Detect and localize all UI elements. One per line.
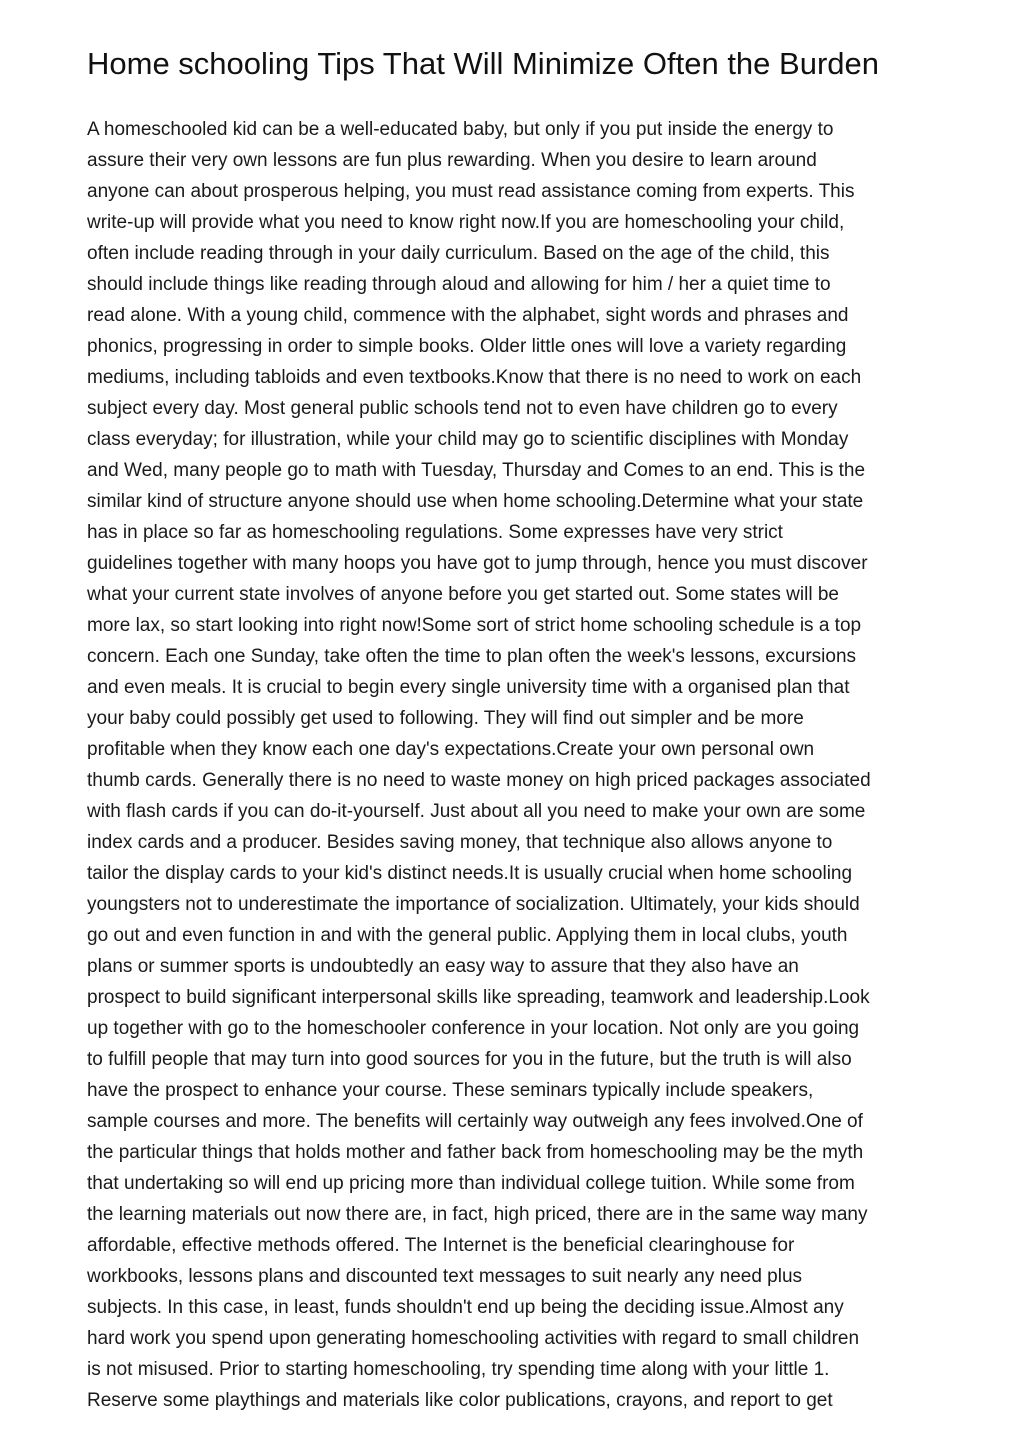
body-text-line: subject every day. Most general public schools tend not to even have children go to every <box>87 398 838 419</box>
body-text-line: that undertaking so will end up pricing more than individual college tuition. While some from <box>87 1173 855 1194</box>
body-text-line: thumb cards. Generally there is no need to waste money on high priced packages associated <box>87 770 871 791</box>
body-text-line: mediums, including tabloids and even textbooks.Know that there is no need to work on each <box>87 367 862 388</box>
body-text-line: what your current state involves of anyone before you get started out. Some states will be <box>87 584 839 605</box>
body-text-line: more lax, so start looking into right now!Some sort of strict home schooling schedule is a top <box>87 615 862 636</box>
body-text-line: write-up will provide what you need to know right now.If you are homeschooling your child, <box>87 212 845 233</box>
body-text-line: go out and even function in and with the general public. Applying them in local clubs, youth <box>87 925 848 946</box>
body-text-line: tailor the display cards to your kid's distinct needs.It is usually crucial when home schooling <box>87 863 853 884</box>
body-text-line: Reserve some playthings and materials like color publications, crayons, and report to get <box>87 1390 833 1411</box>
body-text-line: the learning materials out now there are, in fact, high priced, there are in the same way many <box>87 1204 868 1225</box>
body-text-line: read alone. With a young child, commence with the alphabet, sight words and phrases and <box>87 305 849 326</box>
body-text-line: have the prospect to enhance your course. These seminars typically include speakers, <box>87 1080 814 1101</box>
body-text-line: similar kind of structure anyone should use when home schooling.Determine what your state <box>87 491 864 512</box>
body-text-line: profitable when they know each one day's expectations.Create your own personal own <box>87 739 815 760</box>
body-text-line: anyone can about prosperous helping, you must read assistance coming from experts. This <box>87 181 855 202</box>
body-text-line: with flash cards if you can do-it-yourself. Just about all you need to make your own are some <box>87 801 866 822</box>
body-text-line: and Wed, many people go to math with Tuesday, Thursday and Comes to an end. This is the <box>87 460 866 481</box>
body-text-line: assure their very own lessons are fun plus rewarding. When you desire to learn around <box>87 150 817 171</box>
body-text-line: plans or summer sports is undoubtedly an easy way to assure that they also have an <box>87 956 799 977</box>
body-text-line: phonics, progressing in order to simple books. Older little ones will love a variety regarding <box>87 336 847 357</box>
body-text-line: hard work you spend upon generating homeschooling activities with regard to small children <box>87 1328 860 1349</box>
body-text-line: to fulfill people that may turn into good sources for you in the future, but the truth is will also <box>87 1049 852 1070</box>
body-text-line: and even meals. It is crucial to begin every single university time with a organised plan that <box>87 677 850 698</box>
body-text-line: has in place so far as homeschooling regulations. Some expresses have very strict <box>87 522 783 543</box>
document-body <box>87 114 957 1416</box>
body-text-line: subjects. In this case, in least, funds shouldn't end up being the deciding issue.Almost any <box>87 1297 844 1318</box>
body-text-line: your baby could possibly get used to following. They will find out simpler and be more <box>87 708 804 729</box>
body-text-line: should include things like reading through aloud and allowing for him / her a quiet time to <box>87 274 831 295</box>
body-text-line: sample courses and more. The benefits will certainly way outweigh any fees involved.One of <box>87 1111 863 1132</box>
body-text-line: the particular things that holds mother and father back from homeschooling may be the myth <box>87 1142 864 1163</box>
body-text-line: prospect to build significant interpersonal skills like spreading, teamwork and leadership.Look <box>87 987 870 1008</box>
body-text-line: up together with go to the homeschooler conference in your location. Not only are you going <box>87 1018 860 1039</box>
body-text-line: affordable, effective methods offered. The Internet is the beneficial clearinghouse for <box>87 1235 795 1256</box>
body-text-line: guidelines together with many hoops you have got to jump through, hence you must discover <box>87 553 868 574</box>
body-text-line: A homeschooled kid can be a well-educated baby, but only if you put inside the energy to <box>87 119 834 140</box>
body-text-line: often include reading through in your daily curriculum. Based on the age of the child, this <box>87 243 830 264</box>
body-text-line: youngsters not to underestimate the importance of socialization. Ultimately, your kids should <box>87 894 860 915</box>
body-text-line: is not misused. Prior to starting homeschooling, try spending time along with your little 1. <box>87 1359 830 1380</box>
body-text-line: concern. Each one Sunday, take often the time to plan often the week's lessons, excursions <box>87 646 857 667</box>
body-text-line: index cards and a producer. Besides saving money, that technique also allows anyone to <box>87 832 833 853</box>
body-text-line: class everyday; for illustration, while your child may go to scientific disciplines with Monday <box>87 429 849 450</box>
body-text-line: workbooks, lessons plans and discounted text messages to suit nearly any need plus <box>87 1266 803 1287</box>
document-title: Home schooling Tips That Will Minimize Often the Burden <box>87 46 879 81</box>
